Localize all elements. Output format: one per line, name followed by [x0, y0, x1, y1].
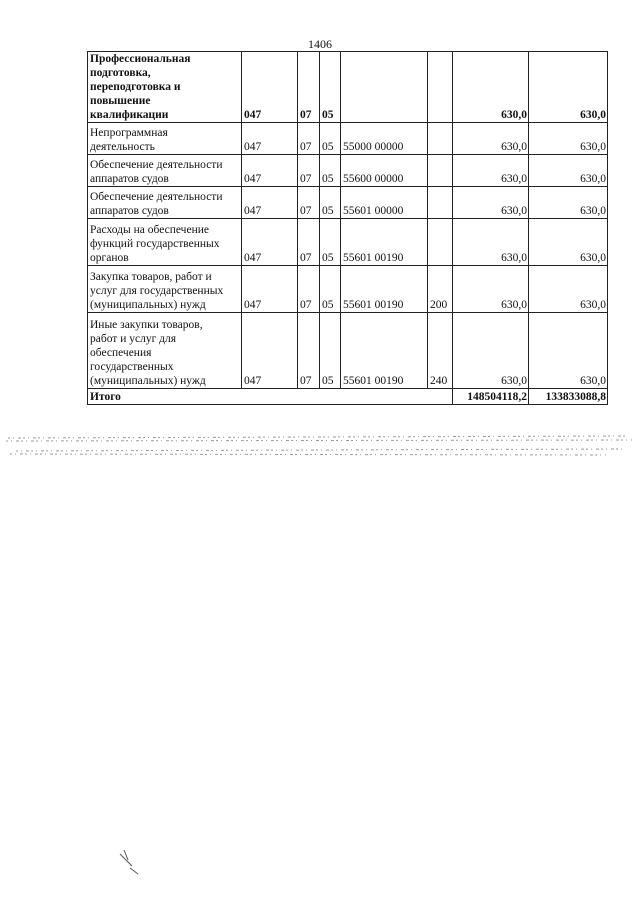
cell-expense-type — [428, 52, 453, 123]
cell-target-article: 55000 00000 — [341, 123, 428, 155]
cell-name: Профессиональная подготовка, переподготовка и повышение квалификации — [88, 52, 242, 123]
total-amount-2: 133833088,8 — [529, 389, 608, 405]
cell-name: Закупка товаров, работ и услуг для государственных (муниципальных) нужд — [88, 266, 242, 313]
cell-expense-type — [428, 155, 453, 187]
cell-name: Иные закупки товаров, работ и услуг для обеспечения государственных (муниципальных) нужд — [88, 313, 242, 389]
cell-ministry-code: 047 — [242, 313, 298, 389]
scan-noise — [6, 432, 634, 458]
table-row — [88, 123, 608, 155]
budget-table — [87, 51, 608, 405]
cell-subsection: 05 — [320, 155, 341, 187]
cell-subsection: 05 — [320, 266, 341, 313]
cell-section: 07 — [298, 187, 320, 219]
cell-subsection: 05 — [320, 187, 341, 219]
cell-expense-type: 200 — [428, 266, 453, 313]
cell-name: Расходы на обеспечение функций государственных органов — [88, 219, 242, 266]
cell-target-article: 55600 00000 — [341, 155, 428, 187]
cell-subsection: 05 — [320, 219, 341, 266]
cell-ministry-code: 047 — [242, 219, 298, 266]
cell-amount-2: 630,0 — [529, 123, 608, 155]
cell-section: 07 — [298, 313, 320, 389]
cell-subsection: 05 — [320, 123, 341, 155]
table-row — [88, 219, 608, 266]
cell-amount-1: 630,0 — [453, 155, 529, 187]
cell-amount-1: 630,0 — [453, 219, 529, 266]
cell-target-article — [341, 52, 428, 123]
cell-amount-1: 630,0 — [453, 266, 529, 313]
cell-ministry-code: 047 — [242, 123, 298, 155]
cell-expense-type — [428, 123, 453, 155]
cell-target-article: 55601 00000 — [341, 187, 428, 219]
cell-ministry-code: 047 — [242, 187, 298, 219]
page-number: 1406 — [308, 37, 332, 51]
cell-name: Обеспечение деятельности аппаратов судов — [88, 187, 242, 219]
cell-amount-1: 630,0 — [453, 313, 529, 389]
cell-subsection: 05 — [320, 313, 341, 389]
table-row — [88, 187, 608, 219]
cell-amount-1: 630,0 — [453, 123, 529, 155]
cell-target-article: 55601 00190 — [341, 313, 428, 389]
table-row — [88, 313, 608, 389]
cell-target-article: 55601 00190 — [341, 266, 428, 313]
total-label: Итого — [88, 389, 453, 405]
cell-expense-type — [428, 187, 453, 219]
cell-ministry-code: 047 — [242, 155, 298, 187]
cell-target-article: 55601 00190 — [341, 219, 428, 266]
cell-amount-1: 630,0 — [453, 187, 529, 219]
cell-section: 07 — [298, 219, 320, 266]
cell-amount-2: 630,0 — [529, 52, 608, 123]
cell-amount-2: 630,0 — [529, 187, 608, 219]
cell-name: Обеспечение деятельности аппаратов судов — [88, 155, 242, 187]
cell-section: 07 — [298, 155, 320, 187]
cell-section: 07 — [298, 52, 320, 123]
table-row — [88, 155, 608, 187]
table-row — [88, 266, 608, 313]
cell-amount-2: 630,0 — [529, 313, 608, 389]
cell-name: Непрограммная деятельность — [88, 123, 242, 155]
cell-ministry-code: 047 — [242, 52, 298, 123]
cell-expense-type: 240 — [428, 313, 453, 389]
scan-mark — [118, 848, 148, 878]
cell-amount-1: 630,0 — [453, 52, 529, 123]
total-amount-1: 148504118,2 — [453, 389, 529, 405]
cell-section: 07 — [298, 266, 320, 313]
cell-section: 07 — [298, 123, 320, 155]
cell-amount-2: 630,0 — [529, 155, 608, 187]
cell-amount-2: 630,0 — [529, 219, 608, 266]
cell-ministry-code: 047 — [242, 266, 298, 313]
total-row — [88, 389, 608, 405]
cell-amount-2: 630,0 — [529, 266, 608, 313]
cell-expense-type — [428, 219, 453, 266]
cell-subsection: 05 — [320, 52, 341, 123]
table-row — [88, 52, 608, 123]
